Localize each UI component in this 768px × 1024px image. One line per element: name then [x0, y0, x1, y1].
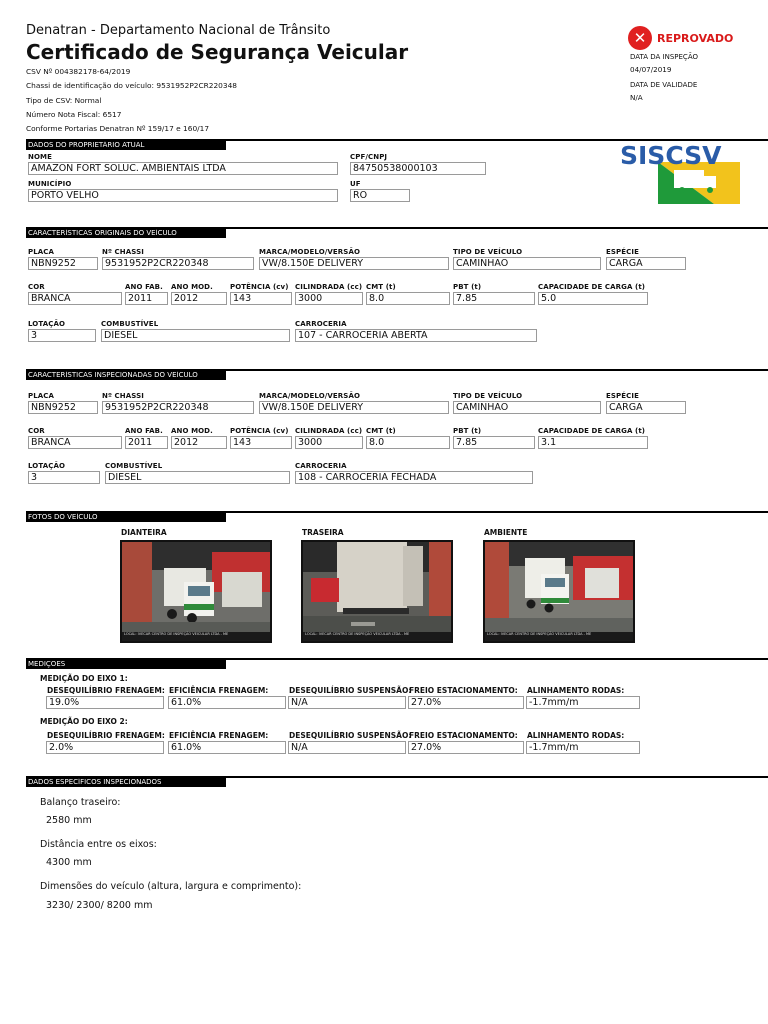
page-title: Certificado de Segurança Veicular: [26, 40, 409, 64]
insp-ano-mod-field: 2012: [171, 436, 227, 449]
carroceria-label: CARROCERIA: [295, 462, 347, 470]
axle1-ds-field: N/A: [288, 696, 406, 709]
orig-marca-field: VW/8.150E DELIVERY: [259, 257, 449, 270]
orig-cor-field: BRANCA: [28, 292, 122, 305]
section-original: CARACTERÍSTICAS ORIGINAIS DO VEÍCULO: [26, 229, 226, 238]
close-icon: ✕: [628, 26, 652, 50]
axle2-ef-field: 61.0%: [168, 741, 286, 754]
eficiencia-frenagem-label: EFICIÊNCIA FRENAGEM:: [169, 686, 269, 695]
orig-lotacao-field: 3: [28, 329, 96, 342]
owner-uf-field: RO: [350, 189, 410, 202]
photo-rear: [301, 540, 453, 643]
portarias: Conforme Portarias Denatran Nº 159/17 e 160/17: [26, 124, 210, 133]
insp-cilindrada-field: 3000: [295, 436, 363, 449]
chassi-line: Chassi de identificação do veículo: 9531952P2CR220348: [26, 81, 237, 90]
insp-lotacao-field: 3: [28, 471, 100, 484]
orig-cmt-field: 8.0: [366, 292, 450, 305]
photo-front: [120, 540, 272, 643]
desequilibrio-suspensao-label: DESEQUILÍBRIO SUSPENSÃO:: [289, 731, 412, 740]
nota-fiscal: Número Nota Fiscal: 6517: [26, 110, 122, 119]
agency-name: Denatran - Departamento Nacional de Trânsito: [26, 23, 331, 38]
potencia-label: POTÊNCIA (cv): [230, 283, 289, 291]
orig-placa-field: NBN9252: [28, 257, 98, 270]
lotacao-label: LOTAÇÃO: [28, 462, 66, 470]
placa-label: PLACA: [28, 392, 55, 400]
ano-fab-label: ANO FAB.: [125, 283, 163, 291]
especie-label: ESPÉCIE: [606, 392, 639, 400]
owner-city-label: MUNICÍPIO: [28, 180, 72, 188]
insp-chassi-field: 9531952P2CR220348: [102, 401, 254, 414]
validity-label: DATA DE VALIDADE: [630, 81, 698, 89]
alinhamento-label: ALINHAMENTO RODAS:: [527, 686, 625, 695]
balanco-label: Balanço traseiro:: [40, 797, 121, 808]
orig-ano-fab-field: 2011: [125, 292, 168, 305]
owner-name-field: AMAZON FORT SOLUC. AMBIENTAIS LTDA: [28, 162, 338, 175]
orig-tipo-field: CAMINHAO: [453, 257, 601, 270]
tipo-label: TIPO DE VEÍCULO: [453, 248, 523, 256]
photo-env-label: AMBIENTE: [484, 528, 528, 537]
owner-uf-label: UF: [350, 180, 361, 188]
cor-label: COR: [28, 283, 45, 291]
status-label: REPROVADO: [657, 31, 734, 45]
photo-rear-caption: LOCAL: IVECAR CENTRO DE INSPEÇÃO VEICULAR LTDA - ME: [303, 632, 451, 641]
validity-date: N/A: [630, 93, 643, 102]
photo-front-caption: LOCAL: IVECAR CENTRO DE INSPEÇÃO VEICULAR LTDA - ME: [122, 632, 270, 641]
section-measurements: MEDIÇÕES: [26, 660, 226, 669]
insp-ano-fab-field: 2011: [125, 436, 168, 449]
status-badge: [628, 26, 733, 50]
pbt-label: PBT (t): [453, 427, 482, 435]
owner-doc-field: 84750538000103: [350, 162, 486, 175]
inspection-date-label: DATA DA INSPEÇÃO: [630, 53, 698, 61]
ano-fab-label: ANO FAB.: [125, 427, 163, 435]
axle2-al-field: -1.7mm/m: [526, 741, 640, 754]
capacidade-label: CAPACIDADE DE CARGA (t): [538, 427, 646, 435]
insp-capacidade-field: 3.1: [538, 436, 648, 449]
photo-env-caption: LOCAL: IVECAR CENTRO DE INSPEÇÃO VEICULAR LTDA - ME: [485, 632, 633, 641]
insp-cor-field: BRANCA: [28, 436, 122, 449]
orig-chassi-field: 9531952P2CR220348: [102, 257, 254, 270]
marca-label: MARCA/MODELO/VERSÃO: [259, 392, 361, 400]
owner-doc-label: CPF/CNPJ: [350, 153, 388, 161]
insp-cmt-field: 8.0: [366, 436, 450, 449]
dimensoes-value: 3230/ 2300/ 8200 mm: [46, 900, 153, 911]
cmt-label: CMT (t): [366, 283, 396, 291]
chassi-label: Nº CHASSI: [102, 392, 144, 400]
carroceria-label: CARROCERIA: [295, 320, 347, 328]
desequilibrio-suspensao-label: DESEQUILÍBRIO SUSPENSÃO:: [289, 686, 412, 695]
insp-pbt-field: 7.85: [453, 436, 535, 449]
combustivel-label: COMBUSTÍVEL: [101, 320, 159, 328]
eficiencia-frenagem-label: EFICIÊNCIA FRENAGEM:: [169, 731, 269, 740]
orig-combustivel-field: DIESEL: [101, 329, 290, 342]
insp-potencia-field: 143: [230, 436, 292, 449]
axle1-al-field: -1.7mm/m: [526, 696, 640, 709]
insp-especie-field: CARGA: [606, 401, 686, 414]
insp-tipo-field: CAMINHAO: [453, 401, 601, 414]
orig-especie-field: CARGA: [606, 257, 686, 270]
desequilibrio-frenagem-label: DESEQUILÍBRIO FRENAGEM:: [47, 731, 165, 740]
section-owner: DADOS DO PROPRIETÁRIO ATUAL: [26, 141, 226, 150]
siscsv-logo-graphic: [618, 140, 740, 208]
axle1-df-field: 19.0%: [46, 696, 164, 709]
axle2-df-field: 2.0%: [46, 741, 164, 754]
axle2-title: MEDIÇÃO DO EIXO 2:: [40, 717, 128, 726]
siscsv-logo: [618, 140, 740, 208]
tipo-label: TIPO DE VEÍCULO: [453, 392, 523, 400]
balanco-value: 2580 mm: [46, 815, 92, 826]
placa-label: PLACA: [28, 248, 55, 256]
orig-pbt-field: 7.85: [453, 292, 535, 305]
desequilibrio-frenagem-label: DESEQUILÍBRIO FRENAGEM:: [47, 686, 165, 695]
especie-label: ESPÉCIE: [606, 248, 639, 256]
cor-label: COR: [28, 427, 45, 435]
axle1-title: MEDIÇÃO DO EIXO 1:: [40, 674, 128, 683]
csv-number: CSV Nº 004382178-64/2019: [26, 67, 131, 76]
orig-ano-mod-field: 2012: [171, 292, 227, 305]
insp-placa-field: NBN9252: [28, 401, 98, 414]
freio-estacionamento-label: FREIO ESTACIONAMENTO:: [409, 686, 518, 695]
distancia-label: Distância entre os eixos:: [40, 839, 157, 850]
owner-city-field: PORTO VELHO: [28, 189, 338, 202]
photo-front-label: DIANTEIRA: [121, 528, 167, 537]
distancia-value: 4300 mm: [46, 857, 92, 868]
csv-type: Tipo de CSV: Normal: [26, 96, 102, 105]
orig-potencia-field: 143: [230, 292, 292, 305]
alinhamento-label: ALINHAMENTO RODAS:: [527, 731, 625, 740]
photo-environment: [483, 540, 635, 643]
insp-carroceria-field: 108 - CARROCERIA FECHADA: [295, 471, 533, 484]
cilindrada-label: CILINDRADA (cc): [295, 427, 363, 435]
orig-carroceria-field: 107 - CARROCERIA ABERTA: [295, 329, 537, 342]
axle2-ds-field: N/A: [288, 741, 406, 754]
section-photos: FOTOS DO VEÍCULO: [26, 513, 226, 522]
ano-mod-label: ANO MOD.: [171, 427, 213, 435]
combustivel-label: COMBUSTÍVEL: [105, 462, 163, 470]
dimensoes-label: Dimensões do veículo (altura, largura e comprimento):: [40, 881, 302, 892]
freio-estacionamento-label: FREIO ESTACIONAMENTO:: [409, 731, 518, 740]
ano-mod-label: ANO MOD.: [171, 283, 213, 291]
cilindrada-label: CILINDRADA (cc): [295, 283, 363, 291]
insp-combustivel-field: DIESEL: [105, 471, 290, 484]
orig-capacidade-field: 5.0: [538, 292, 648, 305]
pbt-label: PBT (t): [453, 283, 482, 291]
axle2-fe-field: 27.0%: [408, 741, 524, 754]
orig-cilindrada-field: 3000: [295, 292, 363, 305]
cmt-label: CMT (t): [366, 427, 396, 435]
section-specific: DADOS ESPECÍFICOS INSPECIONADOS: [26, 778, 226, 787]
inspection-date: 04/07/2019: [630, 65, 672, 74]
section-inspected: CARACTERÍSTICAS INSPECIONADAS DO VEÍCULO: [26, 371, 226, 380]
marca-label: MARCA/MODELO/VERSÃO: [259, 248, 361, 256]
photo-rear-label: TRASEIRA: [302, 528, 344, 537]
chassi-label: Nº CHASSI: [102, 248, 144, 256]
siscsv-logo-text: SISCSV: [620, 141, 722, 170]
owner-name-label: NOME: [28, 153, 52, 161]
axle1-fe-field: 27.0%: [408, 696, 524, 709]
lotacao-label: LOTAÇÃO: [28, 320, 66, 328]
axle1-ef-field: 61.0%: [168, 696, 286, 709]
insp-marca-field: VW/8.150E DELIVERY: [259, 401, 449, 414]
capacidade-label: CAPACIDADE DE CARGA (t): [538, 283, 646, 291]
potencia-label: POTÊNCIA (cv): [230, 427, 289, 435]
